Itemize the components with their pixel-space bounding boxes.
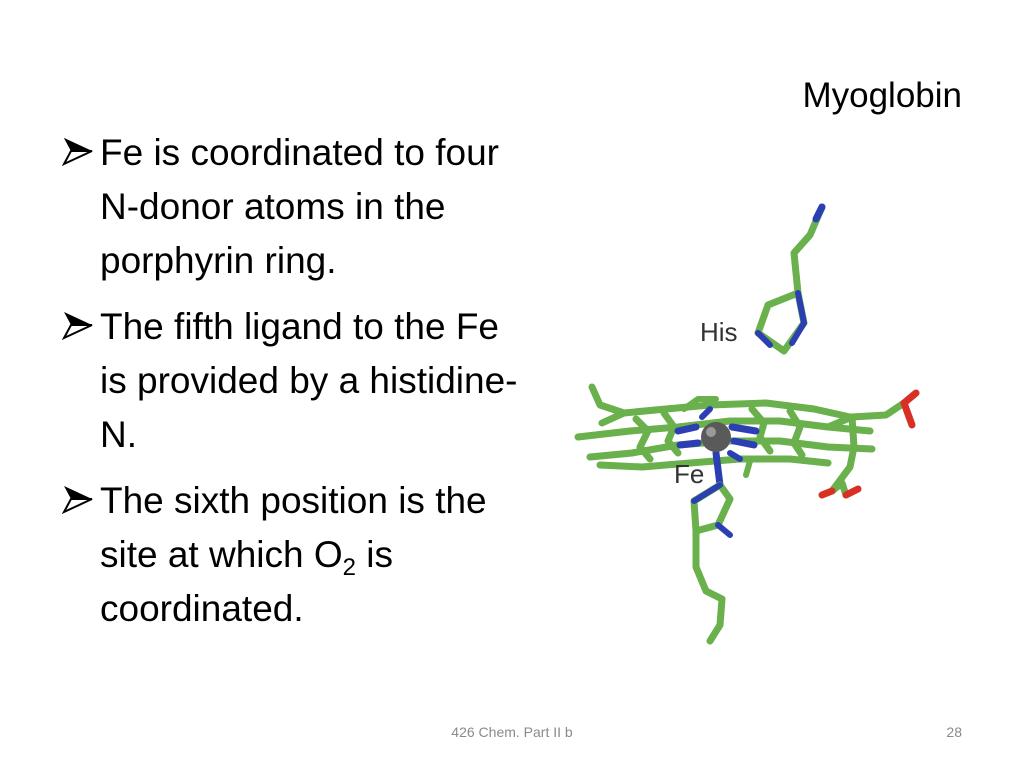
bullet-text-start: The sixth position is the site at which O — [100, 480, 487, 575]
fe-label: Fe — [674, 459, 705, 489]
bullet-text: The fifth ligand to the Fe is provided by a histidine-N. — [100, 306, 518, 455]
slide-title: Myoglobin — [802, 76, 962, 115]
heme-molecule-drawing — [570, 195, 930, 645]
his-label: His — [700, 317, 738, 347]
bullet-item-sixth-position — [62, 474, 522, 636]
bullet-text-end: is coordinated. — [100, 534, 394, 629]
bullet-text: Fe is coordinated to four N-donor atoms in the porphyrin ring. — [100, 132, 499, 281]
arrow-bullet-icon — [62, 126, 96, 180]
page-number: 28 — [946, 724, 962, 740]
iron-atom — [701, 422, 731, 452]
arrow-bullet-icon — [62, 300, 96, 354]
arrow-bullet-icon — [62, 474, 96, 528]
bullet-item-fifth-ligand — [62, 300, 522, 462]
bullet-item-fe-coordination — [62, 126, 522, 288]
subscript-2: 2 — [342, 554, 357, 581]
heme-structure-figure — [570, 195, 930, 645]
footer-course: 426 Chem. Part II b — [451, 724, 573, 740]
bullet-list — [62, 126, 522, 648]
